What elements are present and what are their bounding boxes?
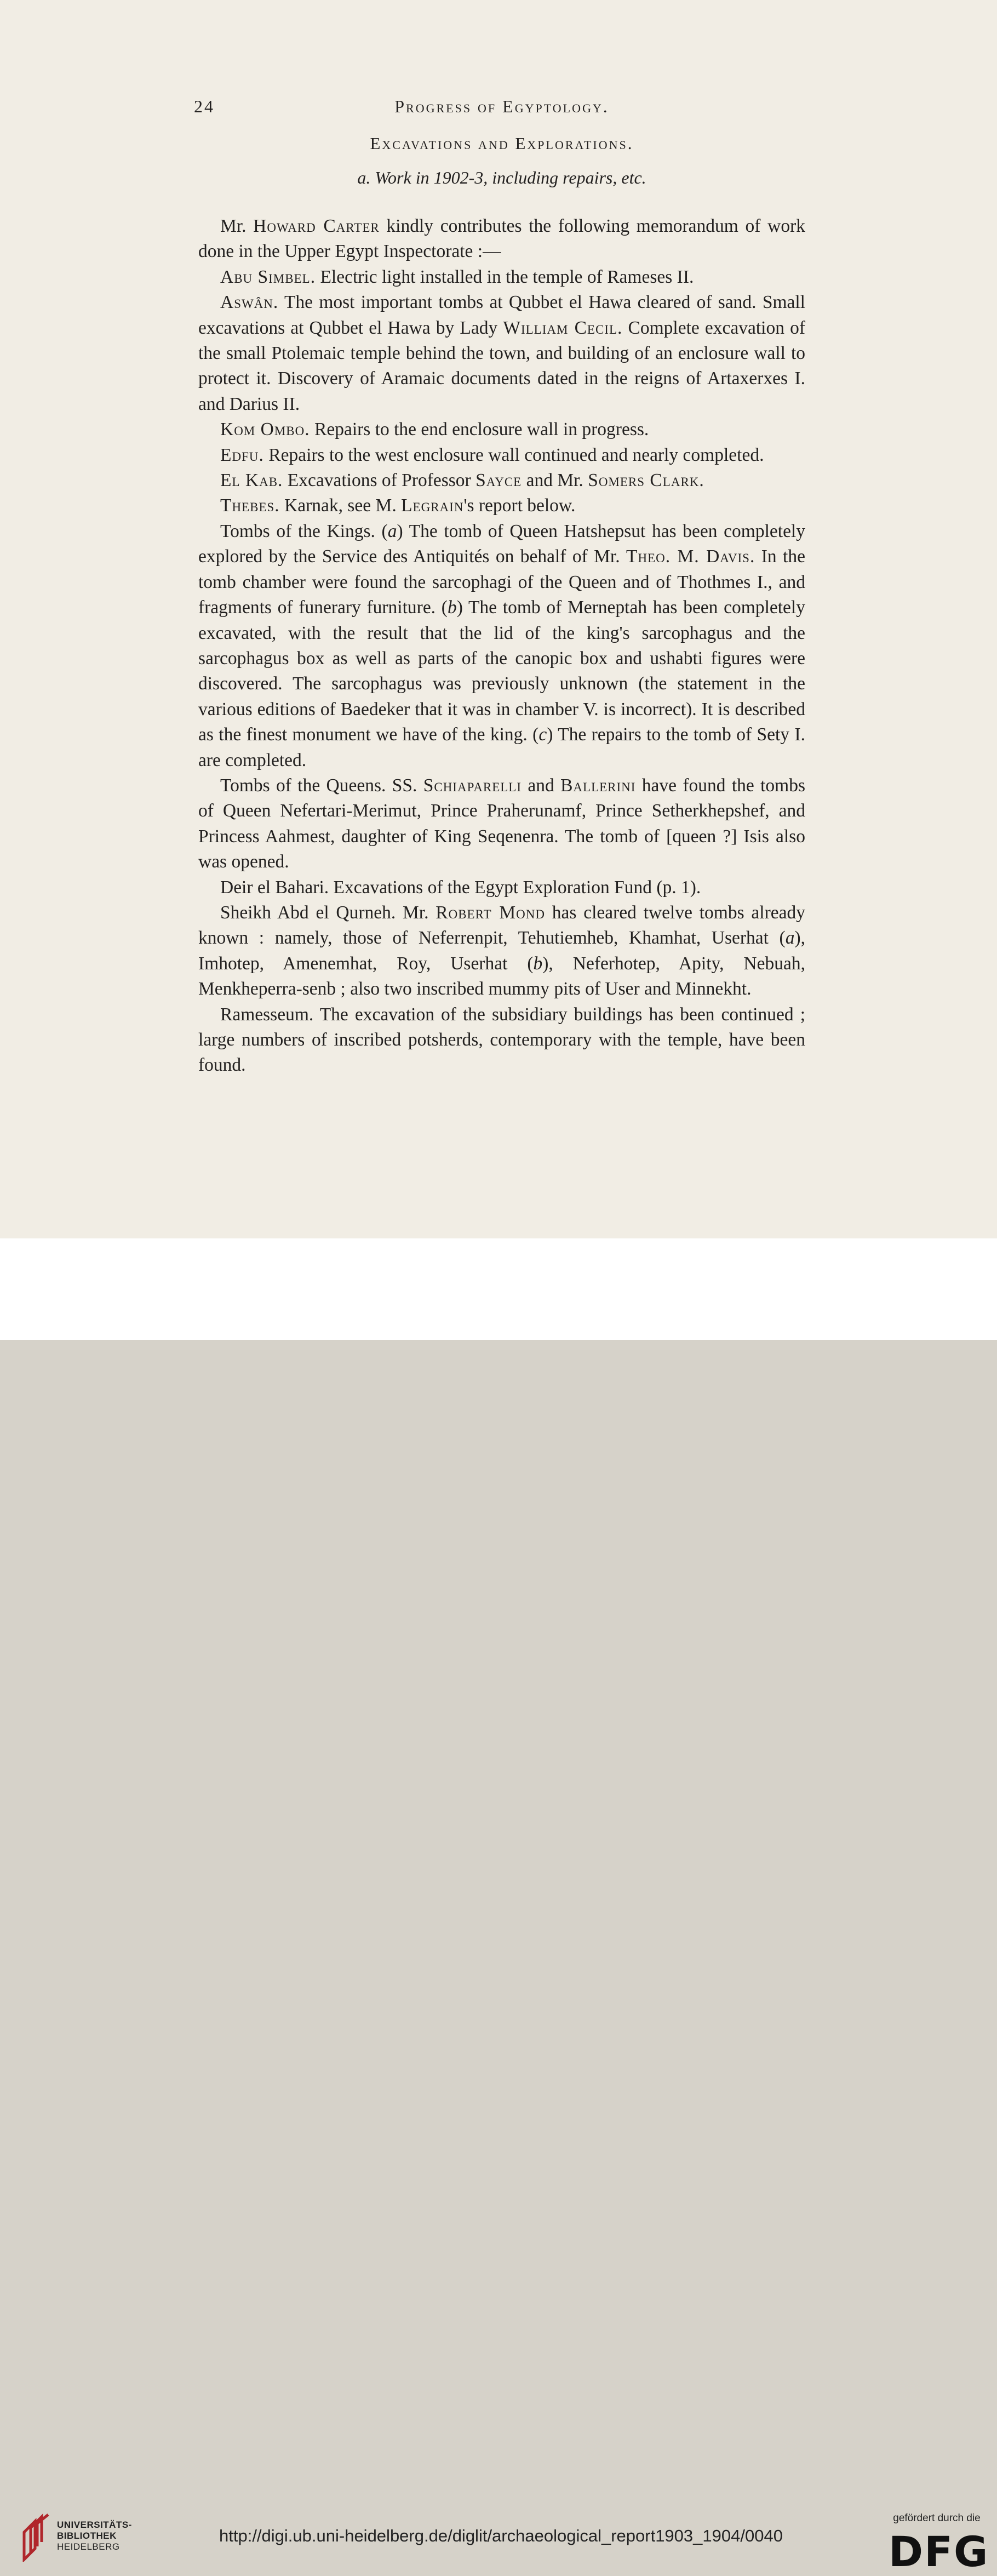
- paragraph-text: Repairs to the end enclosure wall in progress.: [310, 419, 649, 440]
- library-logo-icon: [22, 2514, 50, 2562]
- paragraph-text: a: [785, 928, 795, 949]
- permalink-url[interactable]: http://digi.ub.uni-heidelberg.de/diglit/archaeological_report1903_1904/0040: [219, 2526, 783, 2545]
- name-text: William Cecil.: [503, 317, 623, 338]
- paragraph-text: The most important tombs at Qubbet el Hawa cleared of sand. Small excavations at Qubbet el Hawa by Lady: [198, 292, 805, 338]
- paragraph-text: has cleared twelve tombs already known : namely, those of Neferrenpit, Tehutiemheb, Khamhat, Userhat (: [198, 902, 805, 949]
- scanned-page: [0, 0, 997, 1238]
- name-text: Somers Clark.: [588, 470, 704, 491]
- paragraph-text: have found the tombs of Queen Nefertari-Merimut, Prince Praherunamf, Prince Setherkhepshef, and Princess Aahmest, daughter of King Seqenenra. The tomb of [queen ?] Isis also was opened.: [198, 775, 805, 872]
- paragraph-text: and: [522, 775, 561, 796]
- name-text: Abu Simbel.: [220, 266, 316, 287]
- paragraph: [198, 443, 805, 468]
- paragraph-text: b: [533, 953, 543, 974]
- paragraph: [198, 417, 805, 442]
- digitization-footer: [0, 1238, 997, 2576]
- name-text: Aswân.: [220, 292, 279, 313]
- name-text: Edfu.: [220, 444, 264, 465]
- paragraph-text: c: [538, 724, 547, 745]
- paragraph-text: Repairs to the west enclosure wall continued and nearly completed.: [263, 444, 764, 465]
- paragraph-text: ), Neferhotep, Apity, Nebuah, Menkheperra-senb ; also two inscribed mummy pits of User and Minnekht.: [198, 953, 805, 999]
- body-text: [198, 214, 805, 1078]
- paragraph-text: Electric light installed in the temple of Rameses II.: [316, 266, 694, 287]
- running-head: [194, 93, 805, 124]
- paragraph-text: Karnak, see M.: [279, 495, 402, 516]
- section-title: Excavations and Explorations.: [370, 134, 634, 153]
- paragraph: [198, 875, 805, 900]
- page-number: 24: [194, 96, 215, 116]
- subsection-title: a. Work in 1902-3, including repairs, etc.: [357, 168, 646, 187]
- name-text: Ballerini: [560, 775, 636, 796]
- paragraph: [198, 900, 805, 1002]
- paragraph: [198, 214, 805, 265]
- name-text: Sayce: [475, 470, 522, 491]
- running-title: Progress of Egyptology.: [394, 96, 609, 116]
- funder-caption: gefördert durch die: [893, 2512, 981, 2524]
- library-name-line-1: UNIVERSITÄTS-: [57, 2520, 132, 2530]
- paragraph-text: 's report below.: [463, 495, 576, 516]
- paragraph: [198, 290, 805, 417]
- name-text: Howard Carter: [253, 216, 380, 236]
- paragraph-text: Mr.: [220, 216, 254, 236]
- paragraph-text: and Mr.: [522, 470, 588, 491]
- paragraph-text: In the tomb chamber were found the sarcophagi of the Queen and of Thothmes I., and fragments of funerary furniture. (: [198, 546, 805, 618]
- paragraph: [198, 1002, 805, 1078]
- paragraph-text: kindly contributes the following memorandum of work done in the Upper Egypt Inspectorate :—: [198, 216, 805, 262]
- paragraph: [198, 265, 805, 290]
- paragraph-text: ) The repairs to the tomb of Sety I. are completed.: [198, 724, 805, 770]
- paragraph-text: a: [387, 521, 397, 541]
- name-text: Theo. M. Davis.: [626, 546, 755, 567]
- paragraph-text: ) The tomb of Merneptah has been completely excavated, with the result that the lid of the king's sarcophagus and the sarcophagus box as well as parts of the canopic box and ushabti figures were discovered. The sarcophagus was previously unknown (the statement in the various editions of Baedeker that it was in chamber V. is incorrect). It is described as the finest monument we have of the king. (: [198, 597, 805, 745]
- paragraph-text: Deir el Bahari. Excavations of the Egypt Exploration Fund (p. 1).: [220, 877, 701, 898]
- dfg-logo: DFG: [889, 2527, 989, 2576]
- paragraph-text: Ramesseum. The excavation of the subsidiary buildings has been continued ; large numbers of inscribed potsherds, contemporary with the temple, have been found.: [198, 1004, 805, 1076]
- library-name-line-3: HEIDELBERG: [57, 2541, 120, 2552]
- paragraph-text: Sheikh Abd el Qurneh. Mr.: [220, 902, 436, 923]
- paragraph-text: Excavations of Professor: [283, 470, 476, 491]
- name-text: Schiaparelli: [423, 775, 522, 796]
- name-text: Kom Ombo.: [220, 419, 310, 440]
- paragraph: [198, 493, 805, 518]
- paragraph-text: Tombs of the Queens. SS.: [220, 775, 423, 796]
- paragraph-text: b: [447, 597, 457, 618]
- page-content: [194, 93, 805, 1078]
- paragraph-text: Tombs of the Kings. (: [220, 521, 388, 541]
- paragraph-text: Complete excavation of the small Ptolemaic temple behind the town, and building of an enclosure wall to protect it. Discovery of Aramaic documents dated in the reigns of Artaxerxes I. and Darius II.: [198, 317, 805, 414]
- library-name: [57, 2520, 132, 2552]
- paragraph: [198, 773, 805, 875]
- paragraph-text: ), Imhotep, Amenemhat, Roy, Userhat (: [198, 928, 805, 974]
- paragraph-text: ) The tomb of Queen Hatshepsut has been completely explored by the Service des Antiquités on behalf of Mr.: [198, 521, 805, 567]
- paragraph: [198, 519, 805, 773]
- paragraph: [198, 468, 805, 493]
- name-text: Thebes.: [220, 495, 280, 516]
- name-text: Legrain: [401, 495, 464, 516]
- library-name-line-2: BIBLIOTHEK: [57, 2531, 117, 2541]
- name-text: El Kab.: [220, 470, 283, 491]
- name-text: Robert Mond: [436, 902, 546, 923]
